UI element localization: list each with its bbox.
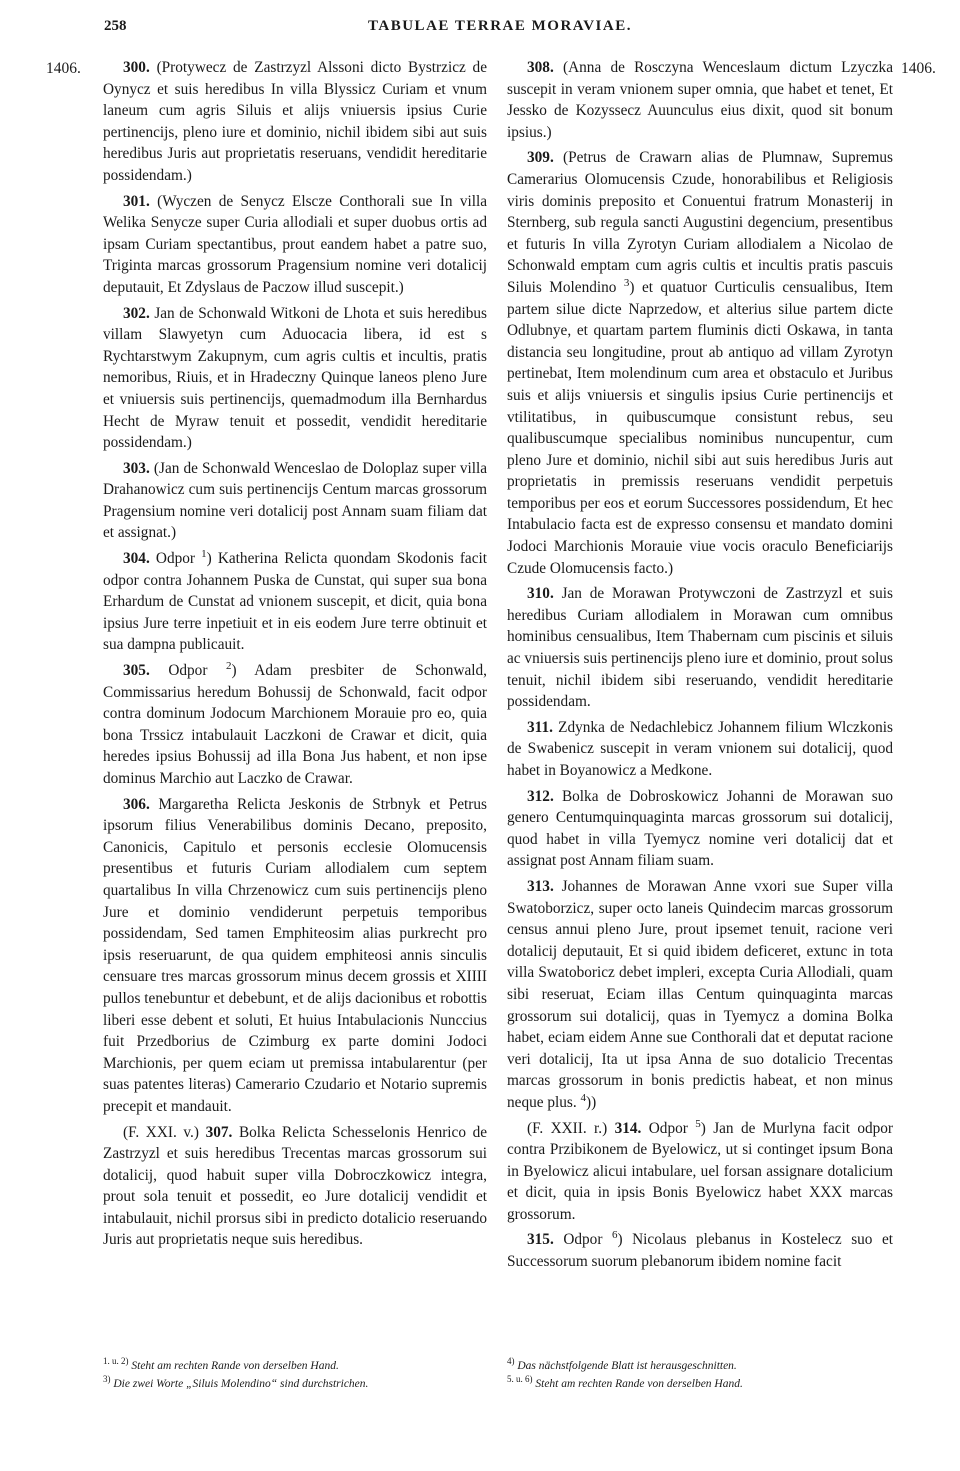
entry-keyword: Odpor (563, 1231, 603, 1249)
margin-year-left: 1406. (46, 60, 81, 77)
entry (103, 458, 487, 544)
entry-number: 300. (123, 59, 150, 76)
entry-close: ) (591, 1093, 597, 1111)
entry: (F. XXII. r.) 314. Odpor $^5$) Jan de Murlyna facit odpor contra Przibikonem de Byelowicz, ut si continget ipsum Bona in Byelowicz alicui intabulare, uel forsan assignare dotalicium et dicit, quia in ipsis Bonis Byelowicz habet XXX marcas grossorum. (507, 1117, 894, 1223)
footnote-text: Die zwei Worte „Siluis Molendino“ sind durchstrichen. (113, 1378, 369, 1390)
entry (103, 191, 487, 299)
entry-text: Bolka de Dobroskowicz Johanni de Morawan suo genero Centumquinquaginta marcas grossorum sui dotalicij, quod habet in villa Tyemycz nomine veri dotalicij dat et assignat post Annam filiam suam. (507, 787, 894, 870)
footnote-text: Das nächstfolgende Blatt ist herausgeschnitten. (517, 1360, 737, 1372)
entry-number: 313. (527, 877, 554, 895)
entry (103, 303, 487, 454)
entry-number: 315. (527, 1231, 554, 1249)
entry-text: (Anna de Rosczyna Wenceslaum dictum Lzyczka suscepit in veram vnionem super omnia, que habet et tenet, Et Jessko de Kozyssecz Auunculus eius dixit, quod sit bonum ipsius.) (507, 59, 893, 141)
entry-number: 305. (123, 662, 150, 680)
entry (507, 786, 893, 872)
entry-text: Zdynka de Nedachlebicz Johannem filium Wlczkonis de Swabenicz suscepit in veram vnionem sui dotalicij, quod habet in Boyanowicz a Medkone. (507, 718, 893, 779)
entry (103, 1122, 487, 1252)
entry: 305. Odpor $^2$) Adam presbiter de Schonwald, Commissarius heredum Bohussij de Schonwald, facit odpor contra dominum Jodocum Marchionem Morauie pro eo, quia bona Trssicz intabulauit Laczkoni de Crawar et dicit, quia heredes ipsius Bohussij ad illa Bona Jus habent, et non ipse dominus Marchio aut Laczko de Crawar. (103, 659, 488, 787)
footnote-mark: 4) (507, 1356, 515, 1367)
entry-keyword: Odpor (155, 550, 195, 568)
footnotes-right (507, 1357, 907, 1393)
page-header (0, 18, 960, 48)
footnote-ref: 6 (611, 1229, 618, 1242)
entry-number: 310. (527, 585, 554, 603)
footnote-mark: 5. u. 6) (507, 1374, 533, 1385)
folio-marker: (F. XXII. r.) (527, 1119, 608, 1137)
footnote (103, 1357, 503, 1375)
footnote (103, 1375, 503, 1393)
margin-year-right: 1406. (901, 60, 936, 77)
entry: 304. Odpor $^1$) Katherina Relicta quondam Skodonis facit odpor contra Johannem Puska de Cunstat, qui super sua bona Erhardum de Cunstat ad vnionem suscepit, et dicit, quia bona ipsius Jure terre inpetiuit et in eis eodem Jure terre obtinuit et sua dampna publicauit. (103, 547, 488, 654)
entry-text: Jan de Morawan Protywczoni de Zastrzyzl et suis heredibus Curiam allodialem in Morawan cum omnibus hominibus censualibus, Item Thabernam cum piscinis et siluis ac vniuersis suis pertinencijs pleno iure et dominio, prout solus tenuit, nichil ibidem sibi reseruando, vendidit hereditarie possidendam. (507, 585, 893, 711)
footnote-ref: 4 (580, 1091, 587, 1104)
running-title: TABULAE TERRAE MORAVIAE. (368, 18, 632, 34)
entry-text: (Petrus de Crawarn alias de Plumnaw, Supremus Camerarius Olomucensis Czude, honorabilibus et Religiosis viris dominis preposito et Conuentui fratrum Monasterij in Sternberg, sub regula sancti Augustini degencium, presentibus et futuris In villa Zyrotyn Curiam allodialem a Nicolao de Schonwald emptam cum agris cultis et incultis pratis pascuis Siluis Molendino (507, 149, 893, 296)
entry-text: Johannes de Morawan Anne vxori sue Super villa Swatoborzicz, super octo laneis Quindecim marcas grossorum census annui pleno Jure, prout ipsemet tenuit, racione veri dotalicij deputauit, Et si quid ibidem deficeret, extunc in tota villa Swatoboricz debet impleri, excepta Curia Allodiali, quam sibi reseruat, Eciam illas Centum quinquaginta marcas grossorum sui dotalicij, quas in Tyemycz a domina Bolka habet, eciam eidem Anne sue Conthorali dat et deputat racione veri dotalicij, Ita ut ipsa Anna de suo dotalicio Trecentas marcas grossorum in bonis predictis habeat, et non minus neque plus. (507, 877, 893, 1111)
footnote-text: Steht am rechten Rande von derselben Hand. (131, 1360, 339, 1372)
entry-number: 309. (527, 149, 554, 167)
entry-number: 301. (123, 192, 150, 210)
entry-keyword: Odpor (648, 1119, 688, 1137)
entry (103, 57, 487, 187)
footnote-ref: 3 (623, 276, 630, 289)
entry-text: (Protywecz de Zastrzyzl Alssoni dicto Bystrzicz de Oynycz et suis heredibus In villa Blyssicz Curiam et vnum laneum cum agris Siluis et alijs vniuersis ipsius Curie pertinencijs, pleno iure et dominio, nichil ibidem sibi aut suis heredibus Juris aut proprietatis reseruans, vendidit hereditarie possidendam.) (103, 59, 487, 184)
footnote (507, 1375, 907, 1393)
footnote-mark: 1. u. 2) (103, 1356, 129, 1367)
entry-number: 306. (123, 795, 150, 813)
entry-text: et quatuor Curticulis censualibus, Item partem silue dicte Naprzedow, et alterius silue partem dicte Odlubnye, et quartam partem fluminis dicti Oskawa, in tanta distancia seu longitudine, prout ab antiquo ad villam Zyrotyn pertinebat, Item molendinum cum area et obstaculo et Juribus suis et alijs vniuersis et singulis ipsius Curie pertinencijs et vtilitatibus, in quibuscumque consistunt rebus, seu qualibuscumque specialibus nominibus nuncupentur, cum pleno Jure et dominio, nichil sibi aut suis heredibus Juris aut proprietatis in premissis reseruans vendidit perpetuis temporibus per eos et eorum Successores possidendum, Et hec Intabulacio facta est de expresso consensu et mandato domini Jodoci Marchionis Morauie viue vocis oraculo Beneficiarijs Czude Olomucensis facto.) (507, 278, 894, 577)
entry-number: 303. (123, 459, 150, 477)
page-number: 258 (104, 18, 127, 34)
footnote-text: Steht am rechten Rande von derselben Hand. (535, 1378, 743, 1390)
entry-number: 308. (527, 59, 554, 76)
entry-text: Jan de Murlyna facit odpor contra Przibikonem de Byelowicz, ut si continget ipsum Bona in Byelowicz alicui intabulare, uel forsan assignare dotalicium et dicit, quia in ipsis Bonis Byelowicz habet XXX marcas grossorum. (507, 1119, 894, 1223)
entry-number: 311. (527, 718, 553, 736)
entry-text: Jan de Schonwald Witkoni de Lhota et suis heredibus villam Slawyetyn cum Aduocacia libera, id est s Rychtarstwym Zakupnym, cum agris cultis et incultis, pratis nemoribus, Riuis, et in Hradeczny Quinque laneos pleno Jure et vniuersis suis pertinencijs, quemadmodum illa Bernhardus Hecht de Myraw tenuit et possedit, vendidit hereditarie possidendam.) (103, 304, 487, 452)
entry: 309. (Petrus de Crawarn alias de Plumnaw, Supremus Camerarius Olomucensis Czude, honorabilibus et Religiosis viris dominis preposito et Conuentui fratrum Monasterij in Sternberg, sub regula sancti Augustini degencium, presentibus et futuris In villa Zyrotyn Curiam allodialem a Nicolao de Schonwald emptam cum agris cultis et incultis pratis pascuis Siluis Molendino $^3$) et quatuor Curticulis censualibus, Item partem silue dicte Naprzedow, et alterius silue partem dicte Odlubnye, et quartam partem fluminis dicti Oskawa, in tanta distancia seu longitudine, prout ab antiquo ad villam Zyrotyn pertinebat, Item molendinum cum area et obstaculo et Juribus suis et alijs vniuersis et singulis ipsius Curie pertinencijs et vtilitatibus, in quibuscumque consistunt rebus, seu qualibuscumque specialibus nominibus nuncupentur, cum pleno Jure et dominio, nichil sibi aut suis heredibus Juris aut proprietatis in premissis reseruans vendidit perpetuis temporibus per eos et eorum Successores possidendum, Et hec Intabulacio facta est de expresso consensu et mandato domini Jodoci Marchionis Morauie viue vocis oraculo Beneficiarijs Czude Olomucensis facto.) (507, 149, 894, 577)
footnote-ref: 1 (201, 547, 207, 560)
entry-text: (Wyczen de Senycz Elscze Conthorali sue In villa Welika Senycze super Curia allodiali et super duobus ortis ad ipsam Curiam spectantibus, prout eandem habet a patre suo, Triginta marcas grossorum Pragensium nomine veri dotalicij deputauit, Et Zdyslaus de Paczow illud suscepit.) (103, 192, 488, 296)
left-column (103, 57, 487, 1255)
entry (507, 57, 893, 143)
entry-number: 314. (614, 1119, 642, 1137)
footnote (507, 1357, 907, 1375)
entry-text: Margaretha Relicta Jeskonis de Strbnyk et Petrus ipsorum filius Venerabilibus dominis Decano, preposito, Canonicis, Capitulo et personis ecclesie Olomucensis presentibus et futuris Curiam allodialem cum septem quartalibus In villa Chrzenowicz cum suis pertinencijs pleno Jure et dominio vendiderunt perpetuis temporibus possidendam, Sed tamen Emphiteosim alias purkrecht pro ipsis reseruarunt, de qua quidem emphiteosi annis sinculis censuare tres marcas grossorum minus decem grossis et XIIII pullos tenebuntur et debebunt, et de alijs dacionibus et robottis liberi esse debent et soluti, Et huius Intabulacionis Nunccius fuit Przedborius de Czimburg ex parte domini Jodoci Marchionis, per quem eciam ut premissa intabularentur (per suas patentes literas) Camerario Czudario et Notario supremis precepit et mandauit. (103, 795, 487, 1115)
entry-text: (Jan de Schonwald Wenceslao de Doloplaz super villa Drahanowicz cum suis pertinencijs Centum marcas grossorum Pragensium nomine veri dotalicij post Annam suam filiam dat et assignat.) (103, 459, 488, 542)
folio-marker: (F. XXI. v.) (123, 1123, 199, 1141)
entry-text: Adam presbiter de Schonwald, Commissarius heredum Bohussij de Schonwald, facit odpor contra dominum Jodocum Marchionem Morauie pro eo, quia bona Trssicz intabulauit Laczkoni de Crawar et dicit, quia heredes ipsius Bohussij ad illa Bona Jus habent, et non ipse dominus Marchio aut Laczko de Crawar. (103, 662, 488, 787)
footnote-ref: 2 (225, 659, 232, 672)
footnote-mark: 3) (103, 1374, 111, 1385)
entry (507, 583, 893, 713)
entry (507, 717, 893, 782)
entry-number: 312. (527, 787, 554, 805)
entry-keyword: Odpor (168, 662, 208, 680)
entry-number: 304. (123, 550, 150, 568)
entry-text: Bolka Relicta Schesselonis Henrico de Zastrzyzl et suis heredibus Trecentas marcas grossorum sui dotalicij, quod habuit super villa Dobroczkowicz integra, prout sola tenuit et possedit, eo Jure dotalicij vendidit et intabulauit, nichil prorsus sibi in predicto dotalicio reseruando Juris aut proprietatis neque suis heredibus. (103, 1123, 488, 1249)
entry: 315. Odpor $^6$) Nicolaus plebanus in Kostelecz suo et Successorum suorum plebanorum ibidem nomine facit (507, 1229, 894, 1271)
entry-text: Katherina Relicta quondam Skodonis facit odpor contra Johannem Puska de Cunstat, qui super sua bona Erhardum de Cunstat ad vnionem suscepit, et dicit, quia bona ipsius Jure terre inpetiuit et in eis eodem Jure terre obtinuit et sua dampna publicauit. (103, 550, 488, 654)
right-column (507, 57, 893, 1277)
entry-number: 302. (123, 304, 150, 322)
entry-number: 307. (205, 1123, 233, 1141)
footnote-ref: 5 (695, 1117, 701, 1130)
entry (103, 794, 487, 1118)
entry: 313. Johannes de Morawan Anne vxori sue Super villa Swatoborzicz, super octo laneis Quindecim marcas grossorum census annui pleno Jure, prout ipsemet tenuit, racione veri dotalicij deputauit, Et si quid ibidem deficeret, extunc in tota villa Swatoboricz debet impleri, excepta Curia Allodiali, quam sibi reseruat, Eciam illas Centum quinquaginta marcas grossorum sui dotalicij, quas in Tyemycz a domina Bolka habet, eciam eidem Anne sue Conthorali dat et deputat racione veri dotalicij, Ita ut ipsa Anna de suo dotalicio Trecentas marcas grossorum in bonis predictis habeat, et non minus neque plus. $^4$)) (507, 877, 893, 1111)
entry-text: Nicolaus plebanus in Kostelecz suo et Successorum suorum plebanorum ibidem nomine facit (507, 1231, 894, 1271)
footnotes-left (103, 1357, 503, 1393)
